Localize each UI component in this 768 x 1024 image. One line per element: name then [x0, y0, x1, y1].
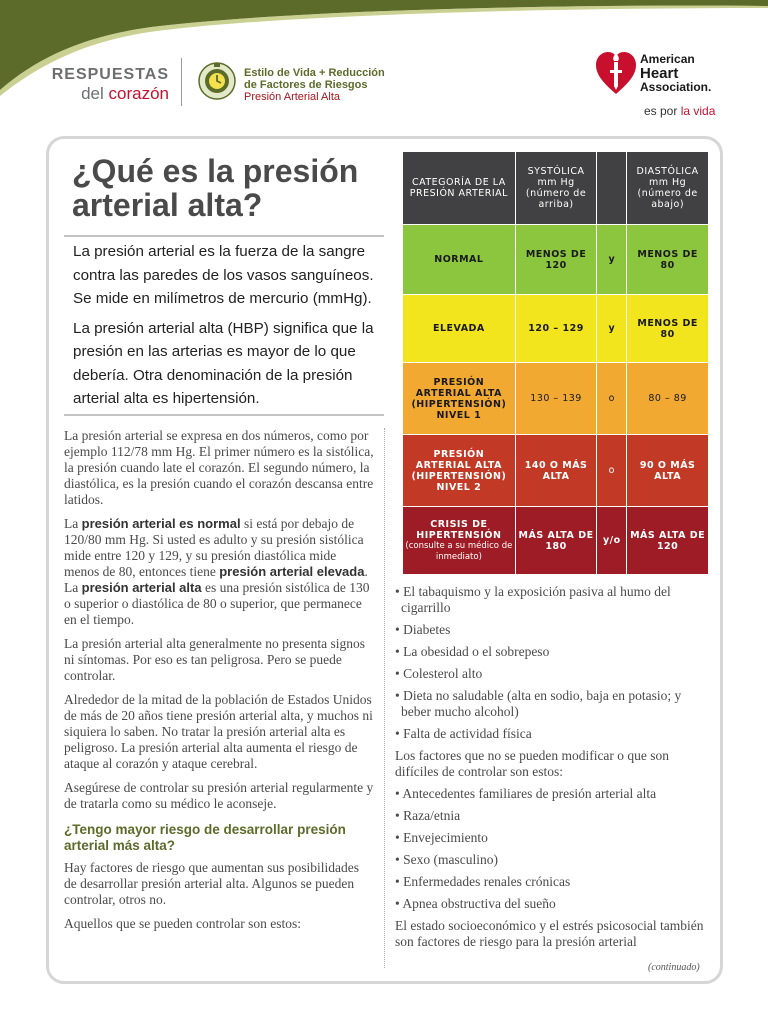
- list-item: • Falta de actividad física: [395, 726, 532, 741]
- lifestyle-clock-icon: [198, 62, 236, 100]
- row-systolic: 130 – 139: [515, 363, 597, 435]
- right-column: [395, 584, 710, 956]
- aha-name-line1: American: [640, 52, 695, 66]
- aha-logo: [596, 48, 726, 120]
- uncontrollable-intro: Los factores que no se pueden modificar o que son difíciles de controlar son estos:: [395, 748, 670, 779]
- brand-bottom-accent: corazón: [108, 84, 169, 103]
- row-category: PRESIÓN ARTERIAL ALTA (HIPERTENSIÓN) NIVEL 2: [403, 435, 516, 507]
- row-category-label: CRISIS DE HIPERTENSIÓN: [416, 518, 502, 541]
- left-column: [64, 428, 374, 940]
- row-diastolic: 90 O MÁS ALTA: [627, 435, 709, 507]
- list-item: • Dieta no saludable (alta en sodio, baja en potasio; y beber mucho alcohol): [395, 688, 682, 719]
- header-diastolic-unit: mm Hg: [649, 177, 687, 188]
- list-item: • La obesidad o el sobrepeso: [395, 644, 550, 659]
- aha-tagline-accent: la vida: [680, 104, 716, 118]
- row-systolic: MÁS ALTA DE 180: [515, 507, 597, 575]
- paragraph-two-numbers: La presión arterial se expresa en dos números, como por ejemplo 112/78 mm Hg. El primer número es la sistólica, la presión cuando late el corazón. El segundo número, la diastólica, es la presión cuando el corazón descansa entre latidos.: [64, 428, 374, 507]
- list-item-text: Antecedentes familiares de presión arterial alta: [402, 786, 657, 801]
- intro-paragraph-2: La presión arterial alta (HBP) significa que la presión en las arterias es mayor de lo que debería. Otra denominación de la presión arterial alta es hipertensión.: [73, 319, 374, 407]
- list-item: • Apnea obstructiva del sueño: [395, 896, 556, 911]
- header-subtitle-line2: de Factores de Riesgos: [244, 79, 368, 91]
- row-category: [403, 507, 516, 575]
- closing-paragraph: El estado socioeconómico y el estrés psicosocial también son factores de riesgo para la presión arterial: [395, 918, 704, 949]
- list-item-text: Envejecimiento: [403, 830, 488, 845]
- list-item: • Diabetes: [395, 622, 451, 637]
- list-item-text: Falta de actividad física: [403, 726, 532, 741]
- row-systolic: 140 O MÁS ALTA: [515, 435, 597, 507]
- text-span: si está por debajo de 120/80 mm Hg. Si usted es adulto y su presión sistólica mide entre 120 y 129, y su presión diastólica mide menos de 80, entonces tiene: [64, 516, 364, 579]
- list-item: • El tabaquismo y la exposición pasiva al humo del cigarrillo: [395, 584, 671, 615]
- list-item-text: Enfermedades renales crónicas: [403, 874, 571, 889]
- table-row: [403, 225, 709, 295]
- header-systolic-note: (número de arriba): [525, 188, 587, 210]
- header-conjunction: [597, 152, 627, 225]
- page-title: ¿Qué es la presión arterial alta?: [72, 153, 359, 223]
- row-conjunction: y/o: [597, 507, 627, 575]
- list-item-text: Raza/etnia: [403, 808, 461, 823]
- list-item-text: Sexo (masculino): [403, 852, 498, 867]
- row-conjunction: y: [597, 295, 627, 363]
- aha-tagline: [644, 104, 715, 118]
- table-row: [403, 295, 709, 363]
- intro-paragraph-1: La presión arterial es la fuerza de la sangre contra las paredes de los vasos sanguíneos. Se mide en milímetros de mercurio (mmHg).: [73, 243, 374, 307]
- paragraph-risk-factors: Hay factores de riesgo que aumentan sus posibilidades de desarrollar presión arterial alta. Algunos se pueden controlar, otros no.: [64, 860, 360, 907]
- row-category: PRESIÓN ARTERIAL ALTA (HIPERTENSIÓN) NIVEL 1: [403, 363, 516, 435]
- header-category: CATEGORÍA DE LA PRESIÓN ARTERIAL: [403, 152, 516, 225]
- row-conjunction: o: [597, 435, 627, 507]
- brand-bottom-text: [44, 84, 169, 104]
- list-item: • Enfermedades renales crónicas: [395, 874, 571, 889]
- row-systolic: MENOS DE 120: [515, 225, 597, 295]
- header-diastolic: [627, 152, 709, 225]
- row-category: ELEVADA: [403, 295, 516, 363]
- aha-name: [640, 53, 711, 94]
- row-conjunction: o: [597, 363, 627, 435]
- header-subtitle-line1: Estilo de Vida + Reducción: [244, 67, 385, 79]
- row-category: NORMAL: [403, 225, 516, 295]
- header-diastolic-title: DIASTÓLICA: [636, 166, 699, 177]
- intro-bottom-rule: [64, 414, 384, 416]
- header-systolic-unit: mm Hg: [537, 177, 575, 188]
- text-span: . La: [64, 564, 368, 595]
- column-divider: [384, 428, 385, 968]
- paragraph-monitor: Asegúrese de controlar su presión arterial regularmente y de tratarla como su médico le aconseje.: [64, 780, 374, 811]
- table-row: [403, 363, 709, 435]
- list-item-text: Diabetes: [403, 622, 451, 637]
- bold-term-elevated: presión arterial elevada: [219, 564, 365, 579]
- header-subtitle: [244, 67, 385, 103]
- intro-block: [73, 240, 393, 417]
- header-subtitle-line3: Presión Arterial Alta: [244, 91, 340, 103]
- list-item: • Colesterol alto: [395, 666, 483, 681]
- row-diastolic: MENOS DE 80: [627, 225, 709, 295]
- list-item: • Antecedentes familiares de presión arterial alta: [395, 786, 657, 801]
- brand-logo: [44, 66, 169, 104]
- continued-label: (continuado): [648, 962, 700, 973]
- brand-top-text: RESPUESTAS: [51, 66, 169, 83]
- list-item: • Sexo (masculino): [395, 852, 498, 867]
- row-category-note: (consulte a su médico de inmediato): [405, 540, 513, 562]
- list-item: • Envejecimiento: [395, 830, 488, 845]
- paragraph-normal-definition: [64, 516, 374, 628]
- row-diastolic: MENOS DE 80: [627, 295, 709, 363]
- header-systolic-title: SYSTÓLICA: [527, 166, 585, 177]
- heart-torch-icon: [596, 50, 636, 96]
- header-systolic: [515, 152, 597, 225]
- intro-top-rule: [64, 235, 384, 237]
- paragraph-controllable-intro: Aquellos que se pueden controlar son estos:: [64, 916, 301, 931]
- paragraph-population: Alrededor de la mitad de la población de Estados Unidos de más de 20 años tiene presión arterial alta, y muchos ni siquiera lo saben. No tratar la presión arterial alta es peligroso. La presión arterial alta aumenta el riesgo de ataque al corazón y ataque cerebral.: [64, 692, 373, 771]
- row-systolic: 120 – 129: [515, 295, 597, 363]
- list-item-text: Apnea obstructiva del sueño: [402, 896, 556, 911]
- row-diastolic: MÁS ALTA DE 120: [627, 507, 709, 575]
- table-row: [403, 507, 709, 575]
- brand-bottom-prefix: del: [81, 84, 109, 103]
- list-item-text: Dieta no saludable (alta en sodio, baja en potasio; y beber mucho alcohol): [401, 688, 682, 719]
- text-span: es una presión sistólica de 130 o superior o diastólica de 80 o superior, que permanece en el tiempo.: [64, 580, 370, 627]
- table-row: [403, 435, 709, 507]
- header-diastolic-note: (número de abajo): [637, 188, 698, 210]
- list-item-text: La obesidad o el sobrepeso: [403, 644, 550, 659]
- text-span: La: [64, 516, 82, 531]
- table-header-row: [403, 152, 709, 225]
- header-divider: [181, 58, 182, 106]
- aha-name-line3: Association.: [640, 80, 712, 94]
- row-conjunction: y: [597, 225, 627, 295]
- bold-term-normal: presión arterial es normal: [81, 516, 241, 531]
- list-item: • Raza/etnia: [395, 808, 461, 823]
- bold-term-high: presión arterial alta: [81, 580, 202, 595]
- section-heading-risk: ¿Tengo mayor riesgo de desarrollar presión arterial más alta?: [64, 822, 346, 853]
- bp-category-table: [402, 151, 709, 575]
- list-item-text: Colesterol alto: [403, 666, 483, 681]
- aha-tagline-prefix: es por: [644, 104, 681, 118]
- row-diastolic: 80 – 89: [627, 363, 709, 435]
- list-item-text: El tabaquismo y la exposición pasiva al humo del cigarrillo: [401, 584, 671, 615]
- paragraph-no-symptoms: La presión arterial alta generalmente no presenta signos ni síntomas. Por eso es tan peligrosa. Pero se puede controlar.: [64, 636, 366, 683]
- aha-name-line2: Heart: [640, 65, 679, 82]
